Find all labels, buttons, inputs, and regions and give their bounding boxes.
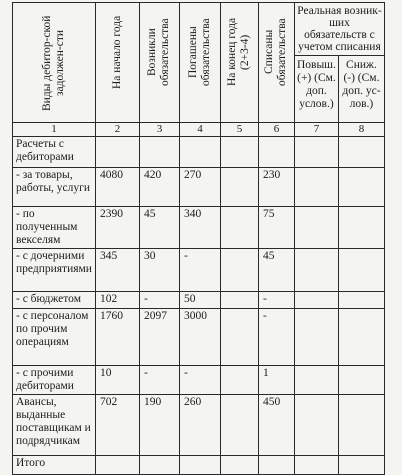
cell-value [220, 366, 258, 395]
cell-value: 702 [95, 395, 139, 456]
header-col5-text: На конец года (2+3-4) [226, 17, 252, 87]
header-col1-text: Виды дебитор-ской задолжен-сти [40, 14, 66, 111]
cell-value: 4080 [95, 168, 139, 207]
row-label: - по полученным векселям [13, 207, 96, 249]
cell-value [294, 168, 338, 207]
table-row [13, 456, 385, 475]
cell-value [338, 366, 384, 395]
row-label: - с бюджетом [13, 292, 96, 309]
cell-value: 2390 [95, 207, 139, 249]
col-number: 1 [13, 123, 96, 137]
table-row [13, 395, 385, 456]
column-numbers-row [13, 123, 385, 137]
table-row [13, 366, 385, 395]
cell-value [294, 207, 338, 249]
cell-value [338, 309, 384, 366]
header-receivable-types [13, 3, 96, 123]
cell-value [220, 456, 258, 475]
cell-value [258, 137, 294, 168]
col-number: 3 [139, 123, 179, 137]
cell-value [139, 137, 179, 168]
cell-value [220, 137, 258, 168]
header-decrease: Сниж. (-) (См. доп. ус-лов.) [338, 56, 384, 123]
col-number: 6 [258, 123, 294, 137]
cell-value [220, 207, 258, 249]
header-real-group: Реальная возник-ших обязательств с учетом списания [294, 3, 384, 56]
cell-value [338, 137, 384, 168]
table-row [13, 137, 385, 168]
header-end-year [220, 3, 258, 123]
cell-value: 10 [95, 366, 139, 395]
cell-value [294, 137, 338, 168]
cell-value: 1760 [95, 309, 139, 366]
header-col2-text: На начало года [110, 15, 123, 89]
cell-value [294, 309, 338, 366]
cell-value [95, 137, 139, 168]
col-number: 7 [294, 123, 338, 137]
header-repaid [179, 3, 220, 123]
cell-value: 260 [179, 395, 220, 456]
cell-value [139, 456, 179, 475]
row-label: - с прочими дебиторами [13, 366, 96, 395]
cell-value [179, 456, 220, 475]
table-row [13, 207, 385, 249]
cell-value [338, 292, 384, 309]
cell-value [338, 249, 384, 292]
cell-value [294, 366, 338, 395]
cell-value [294, 249, 338, 292]
cell-value: 30 [139, 249, 179, 292]
row-label: Расчеты с дебиторами [13, 137, 96, 168]
row-label: - за товары, работы, услуги [13, 168, 96, 207]
header-written-off [258, 3, 294, 123]
cell-value: 450 [258, 395, 294, 456]
cell-value: 1 [258, 366, 294, 395]
table-row [13, 168, 385, 207]
cell-value: - [139, 292, 179, 309]
header-increase: Повыш. (+) (См. доп. услов.) [294, 56, 338, 123]
cell-value [294, 395, 338, 456]
cell-value [258, 456, 294, 475]
cell-value: - [179, 249, 220, 292]
col-number: 5 [220, 123, 258, 137]
row-label: Авансы, выданные поставщикам и подрядчикам [13, 395, 96, 456]
cell-value: 45 [139, 207, 179, 249]
cell-value [338, 456, 384, 475]
cell-value [338, 395, 384, 456]
col-number: 4 [179, 123, 220, 137]
cell-value: 270 [179, 168, 220, 207]
cell-value [220, 249, 258, 292]
header-col6-text: Списаны обязательства [263, 18, 289, 86]
cell-value [220, 309, 258, 366]
row-label: - с дочерними предприятиями [13, 249, 96, 292]
header-arisen [139, 3, 179, 123]
header-col4-text: Погашены обязательства [186, 18, 212, 86]
cell-value [294, 292, 338, 309]
cell-value [179, 137, 220, 168]
cell-value: 102 [95, 292, 139, 309]
cell-value: - [258, 309, 294, 366]
cell-value: 2097 [139, 309, 179, 366]
row-label: Итого [13, 456, 96, 475]
cell-value [338, 168, 384, 207]
cell-value: - [258, 292, 294, 309]
cell-value [95, 456, 139, 475]
cell-value [220, 168, 258, 207]
cell-value [338, 207, 384, 249]
cell-value [294, 456, 338, 475]
cell-value: 230 [258, 168, 294, 207]
cell-value: 190 [139, 395, 179, 456]
cell-value [220, 292, 258, 309]
cell-value: 75 [258, 207, 294, 249]
header-col3-text: Возникли обязательства [146, 18, 172, 86]
col-number: 8 [338, 123, 384, 137]
cell-value [220, 395, 258, 456]
table-row [13, 292, 385, 309]
cell-value: - [179, 366, 220, 395]
receivables-table [12, 2, 385, 475]
col-number: 2 [95, 123, 139, 137]
cell-value: 420 [139, 168, 179, 207]
table-row [13, 249, 385, 292]
cell-value: 3000 [179, 309, 220, 366]
cell-value: 45 [258, 249, 294, 292]
header-start-year [95, 3, 139, 123]
cell-value: 50 [179, 292, 220, 309]
row-label: - с персоналом по прочим операциям [13, 309, 96, 366]
cell-value: 345 [95, 249, 139, 292]
cell-value: - [139, 366, 179, 395]
cell-value: 340 [179, 207, 220, 249]
table-row [13, 309, 385, 366]
